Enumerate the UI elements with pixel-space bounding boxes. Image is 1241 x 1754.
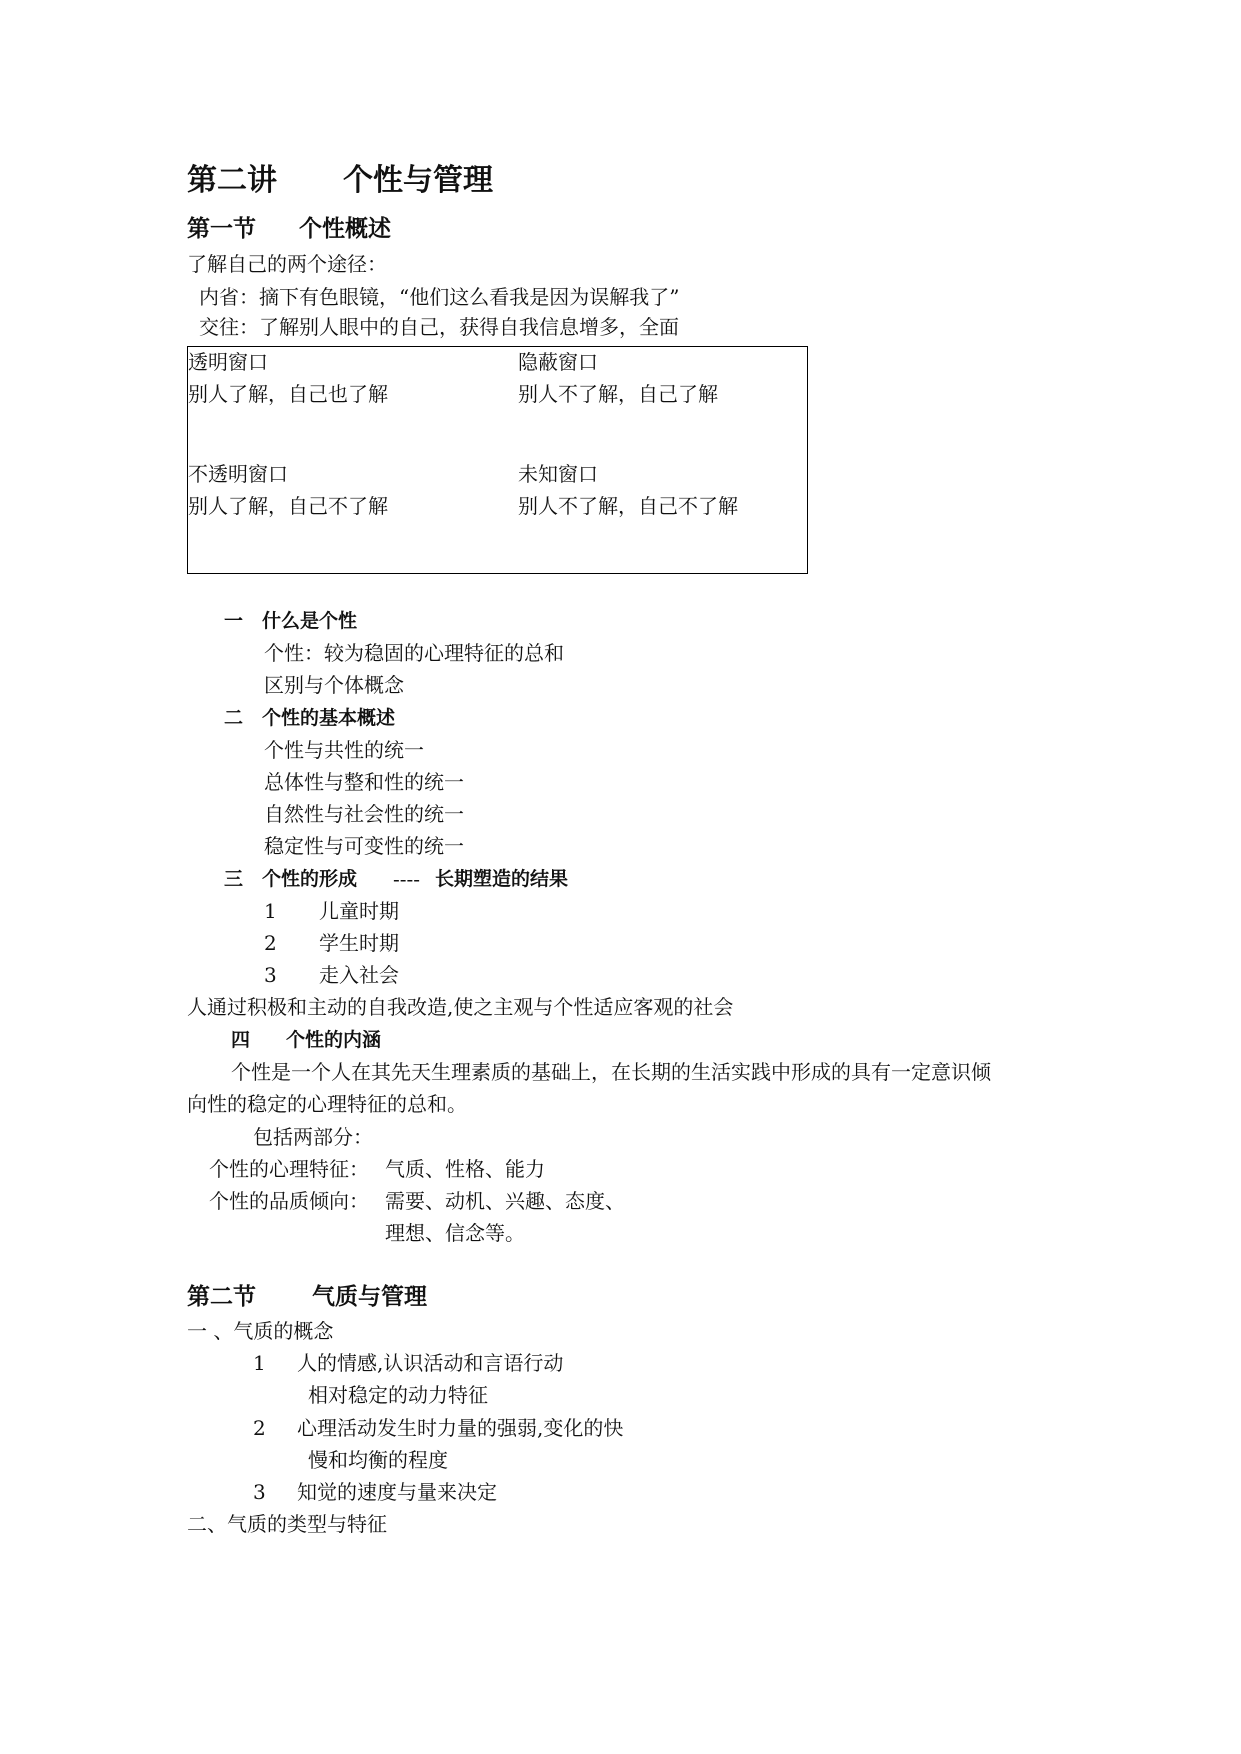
intro-line: 了解自己的两个途径： [187, 252, 387, 276]
part4-number: 四 [231, 1029, 251, 1051]
psych-feature-label: 个性的心理特征： [209, 1157, 369, 1181]
window-cell-title: 不透明窗口 [188, 462, 288, 486]
psych-feature-value: 气质、性格、能力 [385, 1157, 545, 1181]
part2-line: 稳定性与可变性的统一 [264, 834, 464, 858]
temperament-item-line: 人的情感,认识活动和言语行动 [297, 1351, 564, 1375]
window-cell-desc: 别人了解，自己也了解 [188, 382, 388, 406]
part3-number: 三 [224, 868, 244, 890]
section1-title: 个性概述 [299, 215, 391, 242]
part2-title: 个性的基本概述 [262, 707, 396, 729]
window-cell-desc: 别人了解，自己不了解 [188, 494, 388, 518]
quality-tendency-value: 需要、动机、兴趣、态度、 [385, 1189, 625, 1213]
lecture-title: 个性与管理 [343, 163, 493, 198]
part4-includes: 包括两部分： [253, 1125, 373, 1149]
part2-line: 自然性与社会性的统一 [264, 802, 464, 826]
temperament-item-number: 3 [253, 1480, 266, 1504]
part3-item-text: 学生时期 [319, 931, 399, 955]
part3-item-number: 2 [264, 931, 277, 955]
part4-paragraph-line2: 向性的稳定的心理特征的总和。 [187, 1092, 467, 1116]
temperament-item-line: 心理活动发生时力量的强弱,变化的快 [297, 1416, 624, 1440]
part3-item-text: 儿童时期 [319, 899, 399, 923]
part3-subtitle: 长期塑造的结果 [435, 868, 569, 890]
part3-conclusion: 人通过积极和主动的自我改造,使之主观与个性适应客观的社会 [187, 995, 734, 1019]
window-cell-desc: 别人不了解，自己不了解 [518, 494, 738, 518]
part3-title: 个性的形成 [262, 868, 358, 890]
quality-tendency-value-cont: 理想、信念等。 [385, 1221, 525, 1245]
window-cell-title: 未知窗口 [518, 462, 598, 486]
temperament-item-number: 2 [253, 1416, 266, 1440]
section2-title: 气质与管理 [312, 1283, 427, 1310]
part1-title: 什么是个性 [262, 610, 358, 632]
part3-dash: ---- [393, 867, 421, 891]
temperament-item-line: 相对稳定的动力特征 [308, 1383, 488, 1407]
section1-number: 第一节 [187, 215, 256, 242]
temperament-concept-heading: 一 、气质的概念 [187, 1319, 334, 1343]
lecture-number: 第二讲 [187, 163, 277, 198]
window-cell-title: 透明窗口 [188, 350, 268, 374]
section2-number: 第二节 [187, 1283, 256, 1310]
part2-line: 总体性与整和性的统一 [264, 770, 464, 794]
temperament-item-line: 慢和均衡的程度 [308, 1448, 448, 1472]
part1-number: 一 [224, 610, 244, 632]
part3-item-number: 1 [264, 899, 277, 923]
window-cell-desc: 别人不了解，自己了解 [518, 382, 718, 406]
part1-line: 个性：较为稳固的心理特征的总和 [264, 641, 564, 665]
part3-item-text: 走入社会 [319, 963, 399, 987]
introspection-line: 内省：摘下有色眼镜，“他们这么看我是因为误解我了” [199, 285, 680, 309]
part4-title: 个性的内涵 [286, 1029, 382, 1051]
part4-paragraph-line1: 个性是一个人在其先天生理素质的基础上，在长期的生活实践中形成的具有一定意识倾 [231, 1060, 991, 1084]
part2-number: 二 [224, 707, 244, 729]
temperament-types-heading: 二、气质的类型与特征 [187, 1512, 387, 1536]
window-cell-title: 隐蔽窗口 [518, 350, 598, 374]
part2-line: 个性与共性的统一 [264, 738, 424, 762]
temperament-item-line: 知觉的速度与量来决定 [297, 1480, 497, 1504]
quality-tendency-label: 个性的品质倾向： [209, 1189, 369, 1213]
temperament-item-number: 1 [253, 1351, 266, 1375]
part1-line: 区别与个体概念 [264, 673, 404, 697]
interaction-line: 交往：了解别人眼中的自己，获得自我信息增多，全面 [199, 315, 679, 339]
part3-item-number: 3 [264, 963, 277, 987]
